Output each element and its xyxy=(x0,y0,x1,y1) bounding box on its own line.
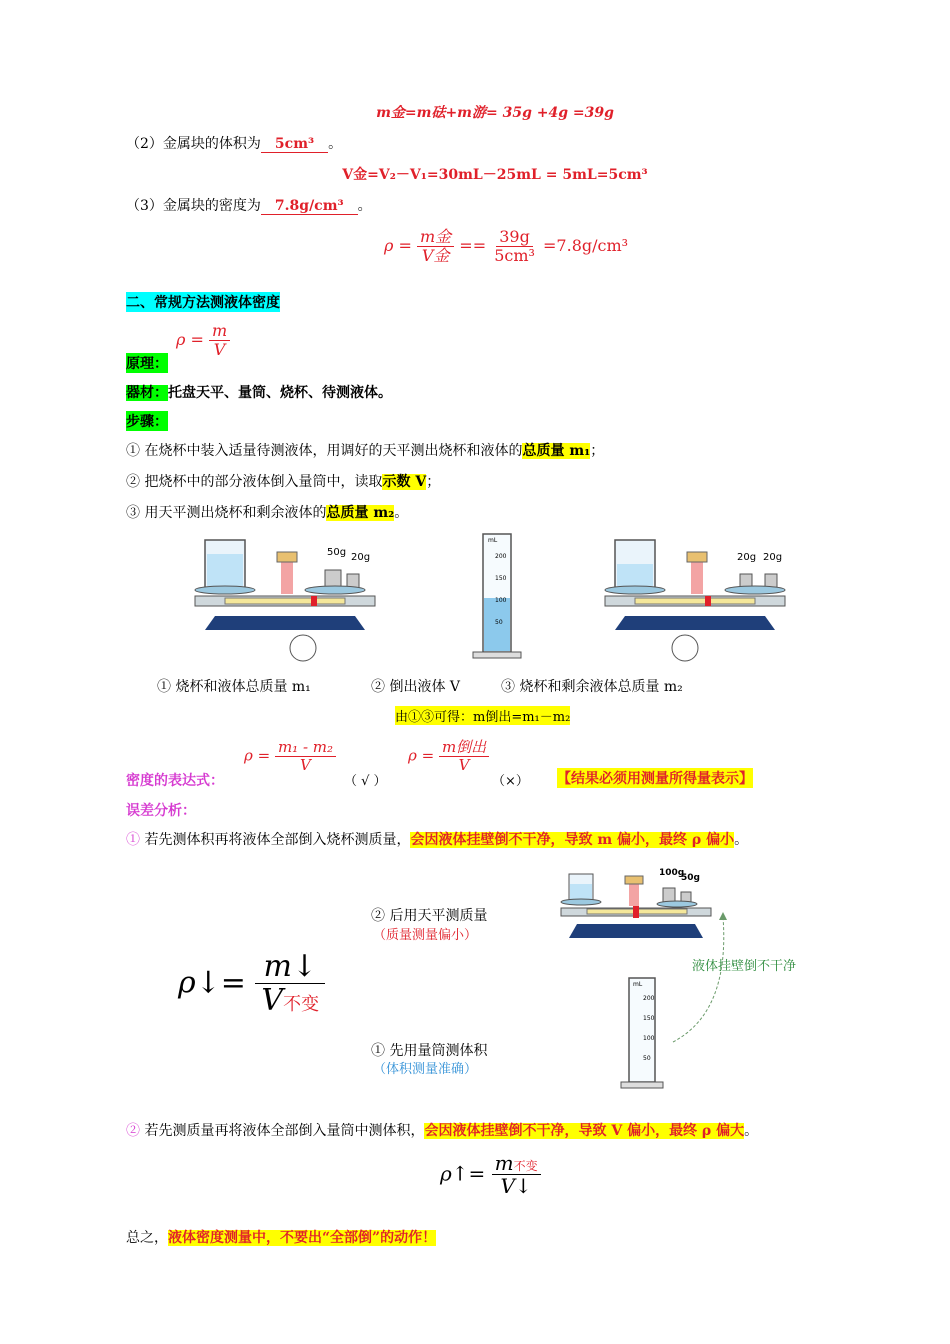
error-case-1: ① 若先测体积再将液体全部倒入烧杯测质量，会因液体挂壁倒不干净，导致 m 偏小，最终 ρ 偏小。 xyxy=(126,832,749,848)
pour-arrow-head xyxy=(719,912,727,920)
derivation: 由①③可得：m倒出=m₁－m₂ xyxy=(395,706,570,725)
weight-50g: 50g xyxy=(327,547,347,558)
density-note: 【结果必须用测量所得量表示】 xyxy=(557,768,753,788)
fig-arrow-note: 液体挂壁倒不干净 xyxy=(692,959,797,974)
svg-text:mL: mL xyxy=(633,981,643,988)
step-2: ② 把烧杯中的部分液体倒入量筒中，读取示数 V； xyxy=(126,474,441,490)
caption-3: ③ 烧杯和剩余液体总质量 m₂ xyxy=(501,679,683,695)
q3-answer: 7.8g/cm³ xyxy=(261,198,358,215)
steps-label: 步骤： xyxy=(126,411,168,431)
fig-step-2-note: （质量测量偏小） xyxy=(373,928,478,943)
caption-2: ② 倒出液体 V xyxy=(371,679,461,695)
svg-text:200: 200 xyxy=(495,553,507,560)
error-label: 误差分析： xyxy=(126,803,196,819)
density-label: 密度的表达式： xyxy=(126,773,224,789)
balance-left xyxy=(195,540,375,661)
question-2: （2）金属块的体积为 5cm³ 。 xyxy=(126,136,343,152)
section-heading: 二、常规方法测液体密度 xyxy=(126,292,280,312)
density-formula-wrong: ρ = $\frac{\text{m倒出}}{V}$ xyxy=(408,739,489,774)
weight-20g: 20g xyxy=(351,552,371,563)
caption-1: ① 烧杯和液体总质量 m₁ xyxy=(157,679,311,695)
correct-mark: （ √ ） xyxy=(344,774,387,789)
fig-step-1: ① 先用量筒测体积 xyxy=(371,1043,488,1059)
fig-step-1-note: （体积测量准确） xyxy=(373,1062,478,1077)
measurement-figure xyxy=(185,530,805,665)
weight-100g: 100g xyxy=(659,868,685,878)
error-figure xyxy=(555,862,735,1092)
error-cylinder xyxy=(621,978,663,1088)
svg-text:mL: mL xyxy=(488,537,498,544)
error-formula-1: ρ↓= $\frac{m↓}{\text{V不变}}$ xyxy=(178,950,325,1019)
density-calculation: ρ = $\frac{\text{m金}}{\text{V金}}$ == $\frac{39g}{\text{5cm³}}$ =7.8g/cm³ xyxy=(384,227,629,265)
wrong-mark: （×） xyxy=(492,774,529,789)
svg-text:200: 200 xyxy=(643,995,655,1002)
svg-text:150: 150 xyxy=(495,575,507,582)
volume-equation: V金=V₂－V₁=30mL－25mL = 5mL=5cm³ xyxy=(342,167,648,183)
question-3: （3）金属块的密度为 7.8g/cm³ 。 xyxy=(126,198,372,214)
svg-text:150: 150 xyxy=(643,1015,655,1022)
cylinder-center xyxy=(473,534,521,658)
weight-50g-err: 50g xyxy=(681,873,700,883)
balance-right xyxy=(605,540,785,661)
mass-equation: m金=m砝+m游= 35g +4g =39g xyxy=(376,105,614,121)
error-formula-2: ρ↑= $\frac{\text{m不变}}{V↓}$ xyxy=(440,1152,541,1198)
density-formula-correct: ρ = $\frac{\text{m₁ - m₂}}{V}$ xyxy=(244,739,336,774)
equipment-line: 器材：托盘天平、量筒、烧杯、待测液体。 xyxy=(126,385,392,401)
principle-formula: ρ = $\frac{m}{V}$ xyxy=(176,322,230,359)
svg-text:50: 50 xyxy=(495,619,503,626)
summary: 总之，液体密度测量中，不要出“全部倒”的动作！ xyxy=(126,1230,437,1246)
svg-text:100: 100 xyxy=(495,597,507,604)
step-3: ③ 用天平测出烧杯和剩余液体的总质量 m₂。 xyxy=(126,505,409,521)
error-case-2: ② 若先测质量再将液体全部倒入量筒中测体积，会因液体挂壁倒不干净，导致 V 偏小，最终 ρ 偏大。 xyxy=(126,1123,759,1139)
step-1: ① 在烧杯中装入适量待测液体，用调好的天平测出烧杯和液体的总质量 m₁； xyxy=(126,443,605,459)
svg-text:100: 100 xyxy=(643,1035,655,1042)
weight-20g-a: 20g xyxy=(737,552,757,563)
error-balance xyxy=(561,868,711,938)
fig-step-2: ② 后用天平测质量 xyxy=(371,908,488,924)
weight-20g-b: 20g xyxy=(763,552,783,563)
svg-text:50: 50 xyxy=(643,1055,651,1062)
q2-answer: 5cm³ xyxy=(261,136,328,153)
principle-label: 原理： xyxy=(126,353,168,373)
